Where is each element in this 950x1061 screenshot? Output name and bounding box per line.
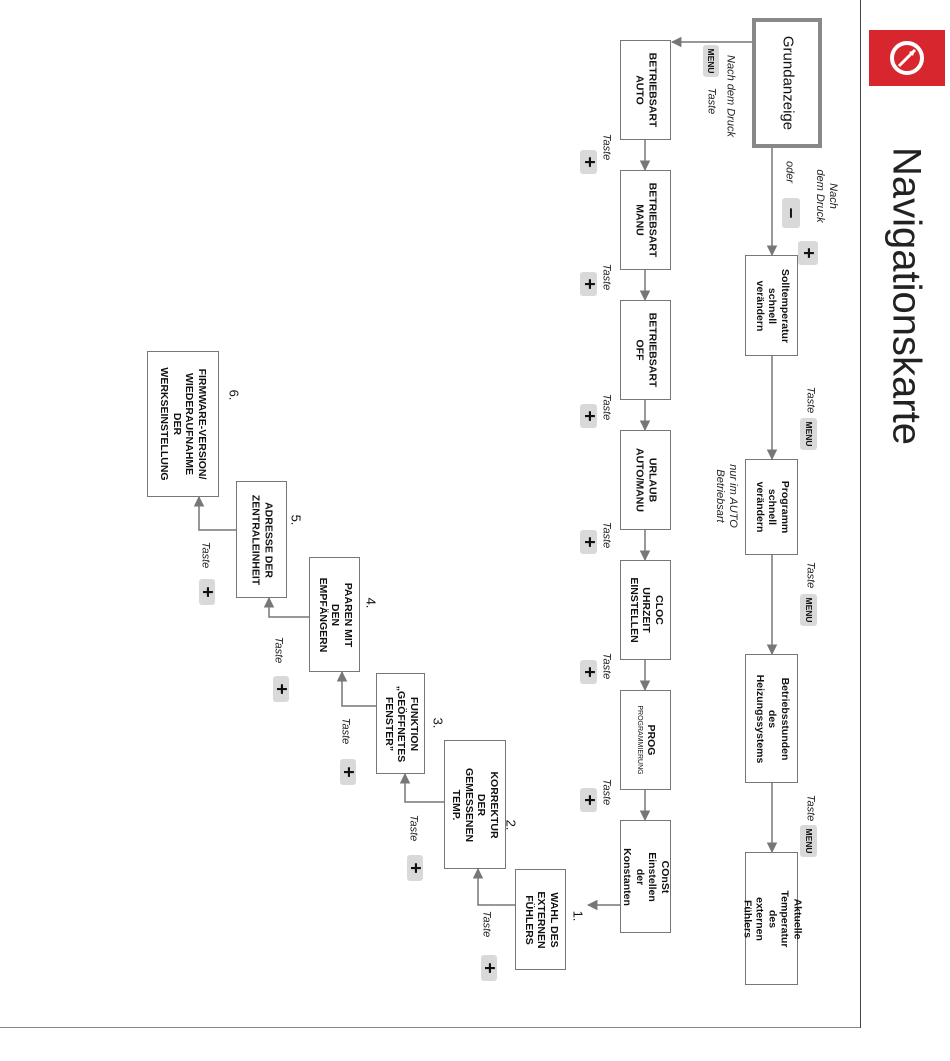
box-cloc: CLOC UHRZEIT EINSTELLEN bbox=[620, 560, 671, 660]
label-taste: Taste bbox=[804, 386, 817, 414]
box-grundanzeige: Grundanzeige bbox=[752, 18, 822, 148]
prog-subtitle: PROGRAMMIERUNG bbox=[635, 705, 643, 775]
label-nach-dem-druck: Nach dem Druck bbox=[814, 169, 839, 223]
menu-button: MENU bbox=[703, 45, 719, 77]
box-aktuelle-temperatur: Aktuelle Temperatur des externen Fühlers bbox=[745, 852, 798, 985]
label-taste: Taste bbox=[600, 778, 613, 806]
step-number: 5. bbox=[288, 514, 304, 526]
menu-button: MENU bbox=[800, 594, 817, 626]
menu-button: MENU bbox=[800, 418, 817, 450]
plus-button: + bbox=[580, 530, 597, 554]
plus-button: + bbox=[340, 759, 356, 785]
label-taste: Taste bbox=[600, 652, 613, 680]
plus-button: + bbox=[199, 579, 215, 605]
label-taste: Taste bbox=[480, 910, 493, 938]
step-number: 4. bbox=[363, 597, 379, 609]
label-taste: Taste bbox=[272, 636, 285, 664]
box-adresse: ADRESSE DER ZENTRALEINHEIT bbox=[236, 481, 287, 598]
box-korrektur: KORREKTUR DER GEMESSENEN TEMP. bbox=[444, 740, 506, 869]
plus-button: + bbox=[273, 676, 289, 702]
plus-button: + bbox=[580, 150, 597, 174]
label-taste: Taste bbox=[199, 541, 212, 569]
box-paaren: PAAREN MIT DEN EMPFÄNGERN bbox=[309, 557, 360, 672]
label-taste: Taste bbox=[600, 521, 613, 549]
label-taste: Taste bbox=[407, 814, 420, 842]
box-prog bbox=[620, 690, 671, 790]
prog-title: PROG bbox=[644, 724, 657, 756]
label-oder: oder bbox=[783, 160, 796, 184]
label-taste: Taste bbox=[600, 263, 613, 291]
step-number: 2. bbox=[503, 819, 519, 831]
step-number: 1. bbox=[570, 910, 586, 922]
minus-button: – bbox=[782, 198, 800, 228]
step-number: 3. bbox=[430, 717, 446, 729]
label-taste: Taste bbox=[705, 87, 718, 115]
plus-button: + bbox=[481, 955, 497, 981]
plus-button: + bbox=[407, 855, 423, 881]
box-betriebsstunden: Betriebsstunden des Heizungssystems bbox=[745, 654, 798, 783]
box-urlaub: URLAUB AUTO/MANU bbox=[620, 430, 671, 530]
label-nur-im-auto: nur im AUTO Betriebsart bbox=[714, 464, 739, 528]
plus-button: + bbox=[798, 241, 818, 265]
box-funktion-fenster: FUNKTION „GEÖFFNETES FENSTER” bbox=[376, 673, 425, 774]
label-taste: Taste bbox=[804, 794, 817, 822]
label-taste: Taste bbox=[804, 561, 817, 589]
label-taste: Taste bbox=[600, 133, 613, 161]
menu-button: MENU bbox=[800, 825, 817, 857]
label-taste: Taste bbox=[339, 717, 352, 745]
box-solltemperatur: Solltemperatur schnell verändern bbox=[745, 255, 798, 356]
page-title: Navigationskarte bbox=[884, 147, 929, 445]
box-programm: Programm schnell verändern bbox=[745, 459, 798, 555]
box-betriebsart-off: BETRIEBSART OFF bbox=[620, 300, 671, 400]
box-firmware: FIRMWARE-VERSION/ WIEDERAUFNAHME DER WERKSEINSTELLUNG bbox=[147, 351, 219, 497]
box-betriebsart-manu: BETRIEBSART MANU bbox=[620, 170, 671, 270]
plus-button: + bbox=[580, 404, 597, 428]
label-nach-dem-druck-menu: Nach dem Druck bbox=[724, 55, 737, 137]
box-betriebsart-auto: BETRIEBSART AUTO bbox=[620, 40, 671, 140]
plus-button: + bbox=[580, 272, 597, 296]
label-taste: Taste bbox=[600, 393, 613, 421]
box-wahl-des-fuehlers: WAHL DES EXTERNEN FÜHLERS bbox=[515, 869, 566, 970]
step-number: 6. bbox=[226, 389, 242, 401]
box-const: COnSt Einstellen der Konstanten bbox=[620, 820, 671, 933]
plus-button: + bbox=[580, 788, 597, 812]
plus-button: + bbox=[580, 660, 597, 684]
